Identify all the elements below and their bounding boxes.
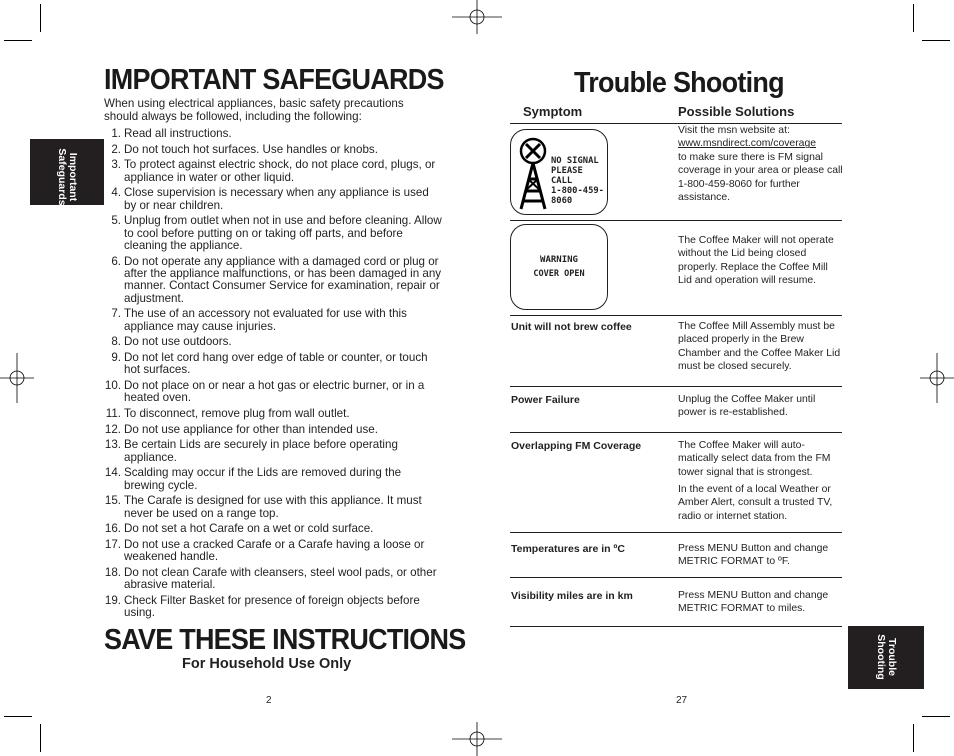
msn-coverage-link[interactable]: www.msndirect.com/coverage — [678, 138, 817, 150]
section-tab-important-safeguards — [30, 139, 104, 205]
antenna-tower-crossed-icon — [516, 137, 550, 211]
lcd-text-line: NO SIGNAL — [551, 156, 599, 166]
safeguard-text: Do not clean Carafe with cleansers, steel wool pads, or other abrasive material. — [124, 565, 437, 592]
row-divider — [510, 577, 842, 578]
page-title-trouble-shooting: Trouble Shooting — [574, 67, 784, 99]
tab-label-line2: Shooting — [875, 634, 887, 680]
lcd-text-line: CALL — [551, 176, 573, 186]
row-divider — [510, 432, 842, 433]
crop-mark — [922, 40, 950, 41]
safeguard-item — [104, 467, 444, 492]
lcd-warning-text: WARNING — [540, 255, 578, 265]
solution-text-row2: The Coffee Maker will not operate without the Lid being closed properly. Replace the Coffee Mill Lid and operation will resume. — [678, 235, 834, 287]
crop-mark — [4, 40, 32, 41]
safeguard-number: 13. — [104, 438, 121, 452]
safeguard-number: 17. — [104, 537, 121, 551]
tab-label-line1: Important — [67, 152, 79, 202]
safeguard-number: 19. — [104, 593, 121, 607]
safeguard-item — [104, 352, 444, 377]
safeguard-text: Close supervision is necessary when any appliance is used by or near children. — [124, 186, 429, 212]
safeguard-text: To disconnect, remove plug from wall outlet. — [124, 407, 350, 420]
safeguard-text: Do not set a hot Carafe on a wet or cold surface. — [124, 522, 374, 536]
symptom-row7: Visibility miles are in km — [511, 590, 633, 602]
page-number-right: 27 — [676, 695, 688, 706]
registration-mark-top — [452, 0, 502, 34]
safeguards-intro: When using electrical appliances, basic safety precautions should always be followed, including the following: — [104, 97, 404, 123]
safeguard-item — [104, 523, 444, 535]
section-tab-trouble-shooting — [848, 626, 924, 689]
save-instructions-title: SAVE THESE INSTRUCTIONS — [104, 624, 466, 656]
solution-text-row7: Press MENU Button and change METRIC FORMAT to miles. — [678, 590, 829, 615]
crop-mark — [4, 716, 32, 717]
safeguard-item — [104, 408, 444, 420]
solution-text-row6: Press MENU Button and change METRIC FORMAT to ºF. — [678, 543, 829, 568]
solution-row1-pre: Visit the msn website at: — [678, 125, 790, 136]
safeguard-item — [104, 495, 444, 520]
safeguard-item — [104, 215, 444, 252]
safeguard-number: 4. — [111, 186, 121, 200]
safeguard-number: 2. — [111, 142, 121, 156]
lcd-text-line: PLEASE — [551, 166, 583, 176]
safeguard-item — [104, 187, 444, 212]
registration-mark-bottom — [452, 722, 502, 756]
safeguard-text: Read all instructions. — [124, 127, 232, 140]
safeguard-number: 16. — [104, 522, 121, 536]
safeguard-text: The Carafe is designed for use with this appliance. It must never be used on a range top. — [124, 494, 422, 520]
safeguard-number: 1. — [111, 127, 121, 140]
symptom-row3: Unit will not brew coffee — [511, 321, 632, 333]
solution-text-row5b: In the event of a local Weather or Amber Alert, consult a trusted TV, radio or internet station. — [678, 484, 833, 522]
registration-mark-right — [920, 353, 954, 403]
symptom-row6: Temperatures are in ºC — [511, 543, 625, 555]
safeguard-item — [104, 256, 444, 306]
column-header-symptom: Symptom — [523, 104, 583, 119]
lcd-display-no-signal — [510, 129, 608, 215]
solution-text-row5a: The Coffee Maker will auto-matically select data from the FM tower signal that is strongest. — [678, 440, 831, 478]
safeguard-item — [104, 336, 444, 348]
row-divider — [510, 386, 842, 387]
safeguard-number: 9. — [111, 351, 121, 364]
safeguard-item — [104, 128, 444, 140]
crop-mark — [40, 724, 41, 752]
tab-label-line1: Trouble — [886, 638, 898, 676]
safeguard-text: Do not use a cracked Carafe or a Carafe having a loose or weakened handle. — [124, 537, 425, 564]
safeguard-text: Unplug from outlet when not in use and before cleaning. Allow to cool before putting on or taking off parts, and before cleaning the appliance. — [124, 214, 442, 252]
solution-text-row1 — [678, 124, 843, 204]
crop-mark — [922, 716, 950, 717]
page-title-safeguards: IMPORTANT SAFEGUARDS — [104, 64, 444, 96]
safeguard-text: Do not place on or near a hot gas or electric burner, or in a heated oven. — [124, 379, 425, 405]
safeguard-number: 12. — [104, 422, 121, 436]
safeguard-text: Scalding may occur if the Lids are removed during the brewing cycle. — [124, 466, 402, 492]
safeguard-text: To protect against electric shock, do not place cord, plugs, or appliance in water or other liquid. — [124, 158, 436, 184]
safeguard-number: 14. — [104, 466, 121, 480]
row-divider — [510, 315, 842, 316]
safeguard-number: 6. — [111, 254, 121, 268]
safeguard-item — [104, 159, 444, 184]
column-header-solutions: Possible Solutions — [678, 104, 795, 119]
safeguard-item — [104, 424, 444, 436]
safeguard-item — [104, 567, 444, 592]
safeguard-text: Do not use appliance for other than intended use. — [124, 422, 378, 436]
safeguard-number: 10. — [104, 379, 121, 392]
safeguard-text: The use of an accessory not evaluated for use with this appliance may cause injuries. — [124, 307, 407, 333]
safeguard-item — [104, 595, 444, 620]
safeguard-number: 18. — [104, 565, 121, 579]
safeguard-number: 11. — [105, 407, 121, 420]
safeguard-number: 3. — [111, 158, 121, 172]
row-divider — [510, 220, 842, 221]
tab-label-line2: Safeguards — [56, 148, 68, 206]
lcd-text-line: 1-800-459- — [551, 186, 604, 196]
registration-mark-left — [0, 353, 34, 403]
household-use-note: For Household Use Only — [182, 656, 352, 672]
safeguard-text: Do not let cord hang over edge of table or counter, or touch hot surfaces. — [124, 351, 428, 377]
solution-text-row4: Unplug the Coffee Maker until power is re-established. — [678, 394, 816, 419]
lcd-display-cover-open — [510, 224, 608, 310]
safeguard-item — [104, 439, 444, 464]
solution-row1-post: to make sure there is FM signal coverage in your area or please call 1-800-459-8060 for further assistance. — [678, 151, 843, 204]
safeguard-text: Be certain Lids are securely in place before operating appliance. — [124, 438, 398, 464]
lcd-cover-open-text: COVER OPEN — [533, 269, 585, 279]
safeguard-number: 5. — [111, 214, 121, 228]
row-divider — [510, 532, 842, 533]
crop-mark — [913, 4, 914, 32]
symptom-row5: Overlapping FM Coverage — [511, 440, 642, 452]
safeguard-text: Check Filter Basket for presence of foreign objects before using. — [124, 593, 420, 620]
table-bottom-rule — [510, 626, 842, 627]
safeguard-item — [104, 308, 444, 333]
safeguard-number: 8. — [111, 335, 121, 349]
symptom-row4: Power Failure — [511, 394, 580, 406]
safeguard-item — [104, 539, 444, 564]
solution-text-row3: The Coffee Mill Assembly must be placed properly in the Brew Chamber and the Coffee Maker Lid must be closed securely. — [678, 321, 841, 373]
safeguards-list — [104, 128, 444, 623]
safeguard-text: Do not touch hot surfaces. Use handles or knobs. — [124, 142, 378, 156]
page-number-left: 2 — [266, 695, 272, 706]
lcd-text-line: 8060 — [551, 196, 573, 206]
crop-mark — [40, 4, 41, 32]
safeguard-number: 7. — [111, 307, 121, 321]
safeguard-number: 15. — [104, 494, 121, 508]
crop-mark — [913, 724, 914, 752]
safeguard-text: Do not use outdoors. — [124, 335, 232, 349]
safeguard-text: Do not operate any appliance with a damaged cord or plug or after the appliance malfunctions, or has been damaged in any manner. Contact Consumer Service for examination, repair or adjustment. — [124, 254, 442, 305]
safeguard-item — [104, 380, 444, 405]
safeguard-item — [104, 144, 444, 156]
